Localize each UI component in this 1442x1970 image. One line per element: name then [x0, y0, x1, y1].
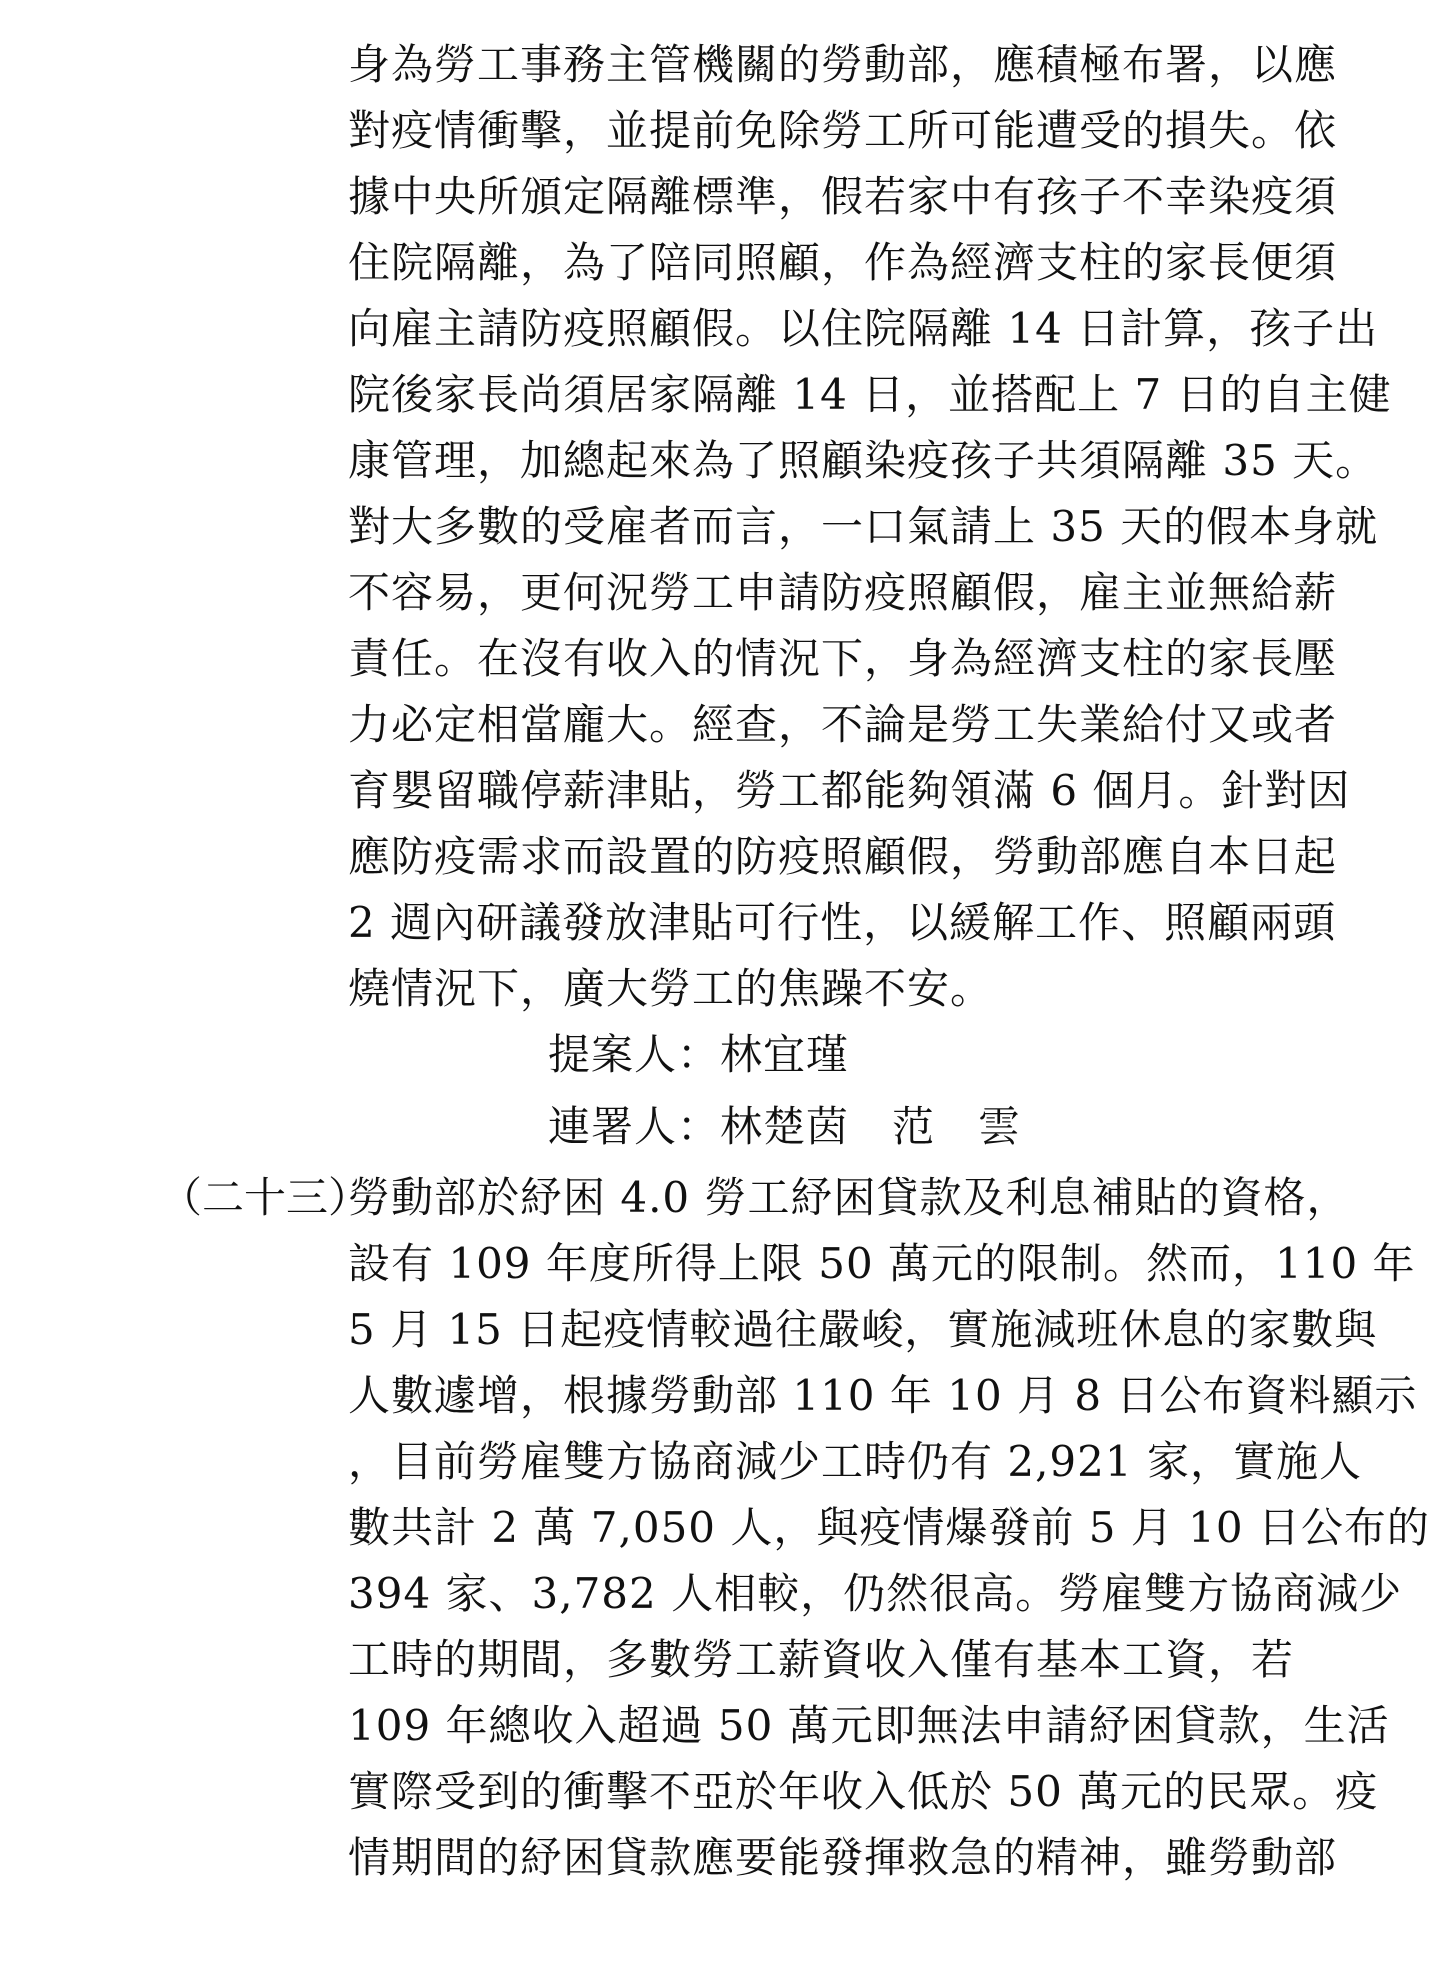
- paragraph-line: 109 年總收入超過 50 萬元即無法申請紓困貸款，生活: [348, 1701, 1390, 1750]
- paragraph-line: 育嬰留職停薪津貼，勞工都能夠領滿 6 個月。針對因: [348, 766, 1351, 815]
- paragraph-line: 燒情況下，廣大勞工的焦躁不安。: [348, 964, 994, 1013]
- proposer-line: 提案人：林宜瑾: [548, 1030, 850, 1079]
- paragraph-line: 對疫情衝擊，並提前免除勞工所可能遭受的損失。依: [348, 106, 1338, 155]
- paragraph-line: 責任。在沒有收入的情況下，身為經濟支柱的家長壓: [348, 634, 1338, 683]
- paragraph-line: 實際受到的衝擊不亞於年收入低於 50 萬元的民眾。疫: [348, 1767, 1379, 1816]
- paragraph-line: 康管理，加總起來為了照顧染疫孩子共須隔離 35 天。: [348, 436, 1379, 485]
- paragraph-line: 工時的期間，多數勞工薪資收入僅有基本工資，若: [348, 1635, 1295, 1684]
- paragraph-line: 據中央所頒定隔離標準，假若家中有孩子不幸染疫須: [348, 172, 1338, 221]
- paragraph-line: 勞動部於紓困 4.0 勞工紓困貸款及利息補貼的資格，: [348, 1173, 1350, 1222]
- paragraph-line: 人數遽增，根據勞動部 110 年 10 月 8 日公布資料顯示: [348, 1371, 1418, 1420]
- paragraph-line: 應防疫需求而設置的防疫照顧假，勞動部應自本日起: [348, 832, 1338, 881]
- paragraph-line: 5 月 15 日起疫情較過往嚴峻，實施減班休息的家數與: [348, 1305, 1378, 1354]
- paragraph-line: 394 家、3,782 人相較，仍然很高。勞雇雙方協商減少: [348, 1569, 1403, 1618]
- paragraph-line: 不容易，更何況勞工申請防疫照顧假，雇主並無給薪: [348, 568, 1338, 617]
- item-number-label: （二十三）: [160, 1173, 371, 1222]
- paragraph-line: 住院隔離，為了陪同照顧，作為經濟支柱的家長便須: [348, 238, 1338, 287]
- paragraph-line: 數共計 2 萬 7,050 人，與疫情爆發前 5 月 10 日公布的: [348, 1503, 1430, 1552]
- paragraph-line: 對大多數的受雇者而言，一口氣請上 35 天的假本身就: [348, 502, 1379, 551]
- cosigners-line: 連署人：林楚茵 范 雲: [548, 1102, 1022, 1151]
- paragraph-line: 設有 109 年度所得上限 50 萬元的限制。然而，110 年: [348, 1239, 1416, 1288]
- paragraph-line: ，目前勞雇雙方協商減少工時仍有 2,921 家，實施人: [348, 1437, 1362, 1486]
- paragraph-line: 院後家長尚須居家隔離 14 日，並搭配上 7 日的自主健: [348, 370, 1392, 419]
- paragraph-line: 2 週內研議發放津貼可行性，以緩解工作、照顧兩頭: [348, 898, 1337, 947]
- paragraph-line: 力必定相當龐大。經查，不論是勞工失業給付又或者: [348, 700, 1338, 749]
- paragraph-line: 情期間的紓困貸款應要能發揮救急的精神，雖勞動部: [348, 1833, 1338, 1882]
- paragraph-line: 身為勞工事務主管機關的勞動部，應積極布署，以應: [348, 40, 1338, 89]
- paragraph-line: 向雇主請防疫照顧假。以住院隔離 14 日計算，孩子出: [348, 304, 1379, 353]
